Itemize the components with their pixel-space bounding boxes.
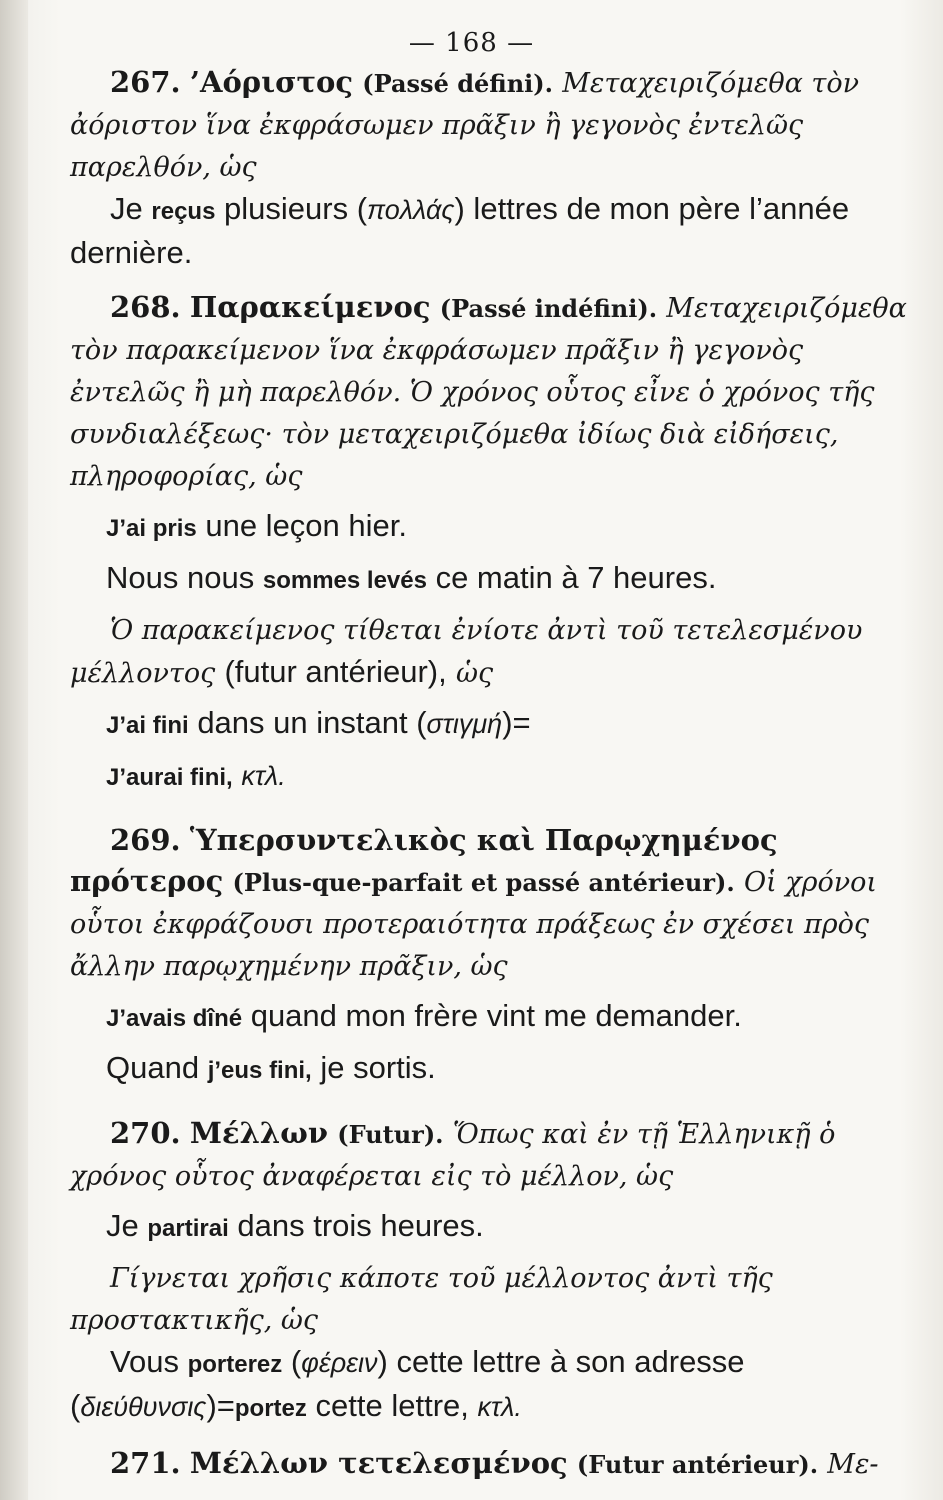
- example-greek: πολλάς: [367, 195, 455, 225]
- section-note: [70, 609, 918, 694]
- example-greek: διεύθυνσις: [80, 1392, 207, 1422]
- note-french: (futur antérieur),: [224, 654, 447, 689]
- example-text: ce matin à 7 heures.: [435, 560, 717, 595]
- example-bold: portez: [234, 1395, 307, 1422]
- example-text: Quand: [106, 1050, 200, 1085]
- example-text: (: [290, 1344, 302, 1379]
- section-number: 267.: [110, 65, 181, 99]
- note-greek: ὡς: [455, 658, 494, 689]
- example-text: ) cette lettre à son adresse (: [70, 1344, 745, 1423]
- note-greek: Ὁ παρακείμενος τίθεται ἐνίοτε ἀντὶ τοῦ τετελεσμένου μέλλοντος: [70, 615, 863, 689]
- example: [70, 702, 918, 746]
- section-title: Ὑπερσυντελικὸς καὶ Παρῳχημένος πρότερος: [70, 823, 778, 898]
- example-text: une leçon hier.: [205, 508, 407, 543]
- example-bold: J’ai fini: [106, 712, 189, 739]
- example-greek: φέρειν: [301, 1348, 378, 1378]
- section-title: Μέλλων: [189, 1116, 328, 1150]
- page-number: — 168 —: [408, 28, 535, 58]
- section-number: 270.: [110, 1116, 181, 1150]
- section-french-title: (Passé défini).: [362, 69, 553, 98]
- section-title: Παρακείμενος: [189, 290, 431, 324]
- example: [70, 505, 918, 549]
- example-bold: sommes levés: [262, 567, 427, 594]
- section-text: Ὅπως καὶ ἐν τῇ Ἑλληνικῇ ὁ χρόνος οὗτος ἀναφέρεται εἰς τὸ μέλλον, ὡς: [70, 1119, 836, 1192]
- section-271: [70, 1443, 918, 1485]
- section-note: [70, 1257, 918, 1341]
- section-french-title: (Passé indéfini).: [439, 294, 658, 323]
- section-french-title: (Plus-que-parfait et passé antérieur).: [232, 868, 735, 897]
- example-text: Je: [110, 191, 143, 226]
- section-269: [70, 820, 918, 987]
- example-bold: J’aurai fini,: [106, 764, 233, 791]
- section-268: [70, 287, 918, 497]
- example-bold: porterez: [187, 1351, 283, 1378]
- example-text: quand mon frère vint me demander.: [250, 998, 742, 1033]
- example-greek: κτλ.: [241, 761, 286, 791]
- section-270: [70, 1113, 918, 1197]
- example-greek: στιγμή: [426, 709, 503, 739]
- section-text: Οἱ χρόνοι οὗτοι ἐκφράζουσι προτεραιότητα πράξεως ἐν σχέσει πρὸς ἄλλην παρῳχημένην πρᾶξιν, ὡς: [70, 867, 877, 982]
- section-number: 271.: [110, 1446, 181, 1480]
- example-greek: κτλ.: [477, 1392, 522, 1422]
- example-text: )=: [206, 1388, 235, 1423]
- section-number: 269.: [110, 823, 181, 857]
- example: [70, 188, 918, 273]
- section-french-title: (Futur).: [337, 1120, 444, 1149]
- section-267: [70, 62, 918, 188]
- section-text: Με-: [827, 1449, 879, 1480]
- example: [70, 754, 918, 798]
- example: [70, 1341, 918, 1429]
- page-binding: [0, 0, 28, 1500]
- example-bold: reçus: [151, 198, 216, 225]
- example-text: Vous: [110, 1344, 179, 1379]
- example: [70, 1205, 918, 1249]
- example-text: ) lettres de mon père l’année dernière.: [70, 191, 850, 270]
- example-text: dans un instant (: [197, 705, 427, 740]
- section-title: ’Αόριστος: [189, 65, 354, 99]
- example-text: )=: [502, 705, 531, 740]
- example-bold: j’eus fini,: [207, 1057, 312, 1084]
- example: [70, 995, 918, 1039]
- section-number: 268.: [110, 290, 181, 324]
- example-bold: partirai: [147, 1215, 229, 1242]
- example-bold: J’ai pris: [106, 515, 197, 542]
- page-body: [70, 62, 918, 1485]
- example-text: plusieurs (: [224, 191, 368, 226]
- example: [70, 1047, 918, 1091]
- example-text: je sortis.: [320, 1050, 436, 1085]
- section-title: Μέλλων τετελεσμένος: [189, 1446, 568, 1480]
- note-greek: Γίγνεται χρῆσις κάποτε τοῦ μέλλοντος ἀντὶ τῆς προστακτικῆς, ὡς: [70, 1263, 773, 1336]
- example-text: cette lettre,: [315, 1388, 469, 1423]
- section-text: Μεταχειριζόμεθα τὸν ἀόριστον ἵνα ἐκφράσωμεν πρᾶξιν ἢ γεγονὸς ἐντελῶς παρελθόν, ὡς: [70, 68, 859, 183]
- example-text: Je: [106, 1208, 139, 1243]
- section-french-title: (Futur antérieur).: [576, 1450, 819, 1479]
- section-text: Μεταχειριζόμεθα τὸν παρακείμενον ἵνα ἐκφράσωμεν πρᾶξιν ἢ γεγονὸς ἐντελῶς ἢ μὴ παρελθόν. Ὁ χρόνος οὗτος εἶνε ὁ χρόνος τῆς συνδιαλέξεως· τὸν μεταχειριζόμεθα ἰδίως διὰ εἰδήσεις, πληροφορίας, ὡς: [70, 293, 907, 492]
- example-text: Nous nous: [106, 560, 255, 595]
- example: [70, 557, 918, 601]
- example-text: dans trois heures.: [237, 1208, 484, 1243]
- example-bold: J’avais dîné: [106, 1005, 243, 1032]
